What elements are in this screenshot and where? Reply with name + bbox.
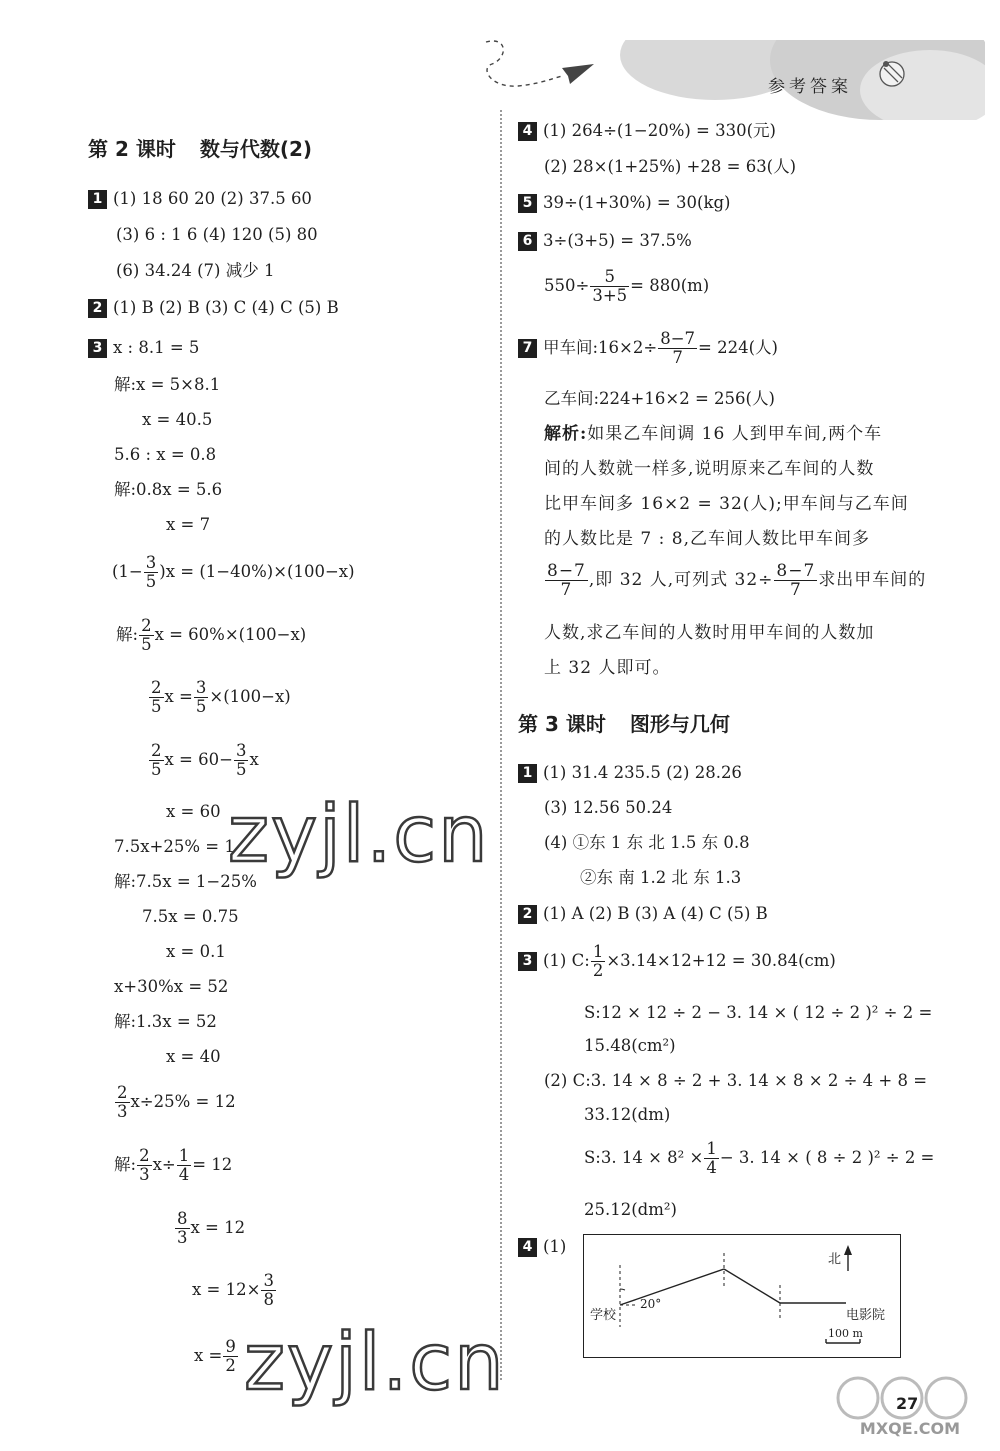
g1-line-1: 1 (1) 31.4 235.5 (2) 28.26: [518, 762, 742, 784]
q3-eq-3-step-4: x = 60: [166, 802, 221, 821]
q3-eq-4-step-1: 解:7.5x = 1−25%: [114, 872, 257, 891]
q7-line-1: 7 甲车间:16×2÷ $\frac{8-7}{7}$ = 224(人): [518, 330, 778, 367]
q1-line-2: (3) 6 : 1 6 (4) 120 (5) 80: [116, 225, 318, 244]
q4-line-1: 4 (1) 264÷(1−20%) = 330(元): [518, 120, 776, 142]
q1-line-3: (6) 34.24 (7) 减少 1: [116, 261, 275, 280]
q7-analysis-6: 人数,求乙车间的人数时用甲车间的人数加: [544, 623, 875, 643]
q7-analysis-5: $\frac{8-7}{7}$ ,即 32 人,可列式 32÷ $\frac{8-7}{7}$ 求出甲车间的: [547, 561, 927, 600]
cinema-label: 电影院: [846, 1308, 886, 1323]
q3-eq-1-step-1: 解:x = 5×8.1: [114, 375, 221, 394]
g3-line-3: 15.48(cm²): [584, 1036, 676, 1055]
q3-eq-2: 5.6 : x = 0.8: [114, 445, 217, 464]
q7-analysis-3: 比甲车间多 16×2 = 32(人);甲车间与乙车间: [544, 494, 909, 514]
bee-icon: [872, 52, 912, 96]
q1-line-1: 1 (1) 18 60 20 (2) 37.5 60: [88, 188, 312, 210]
q3-eq-6: $\frac{2}{3}$ x÷25% = 12: [117, 1083, 236, 1121]
g3-line-5: 33.12(dm): [584, 1105, 671, 1124]
q3-eq-1: 3 x : 8.1 = 5: [88, 337, 199, 359]
q7-analysis-7: 上 32 人即可。: [544, 658, 671, 678]
q3-eq-6-step-1: 解: $\frac{2}{3}$ x÷ $\frac{1}{4}$ = 12: [114, 1146, 233, 1184]
g1-line-2: (3) 12.56 50.24: [544, 798, 673, 817]
q3-eq-5-step-2: x = 40: [166, 1047, 221, 1066]
watermark-1: zyjl.cn: [228, 790, 490, 880]
q7-analysis-1: 解析:如果乙车间调 16 人到甲车间,两个车: [544, 424, 883, 444]
q3-eq-5: x+30%x = 52: [114, 977, 229, 996]
header-title: 参考答案: [768, 77, 852, 97]
g3-line-7: 25.12(dm²): [584, 1200, 677, 1219]
q3-eq-3-step-2: $\frac{2}{5}$ x = $\frac{3}{5}$ ×(100−x): [151, 678, 291, 716]
q7-line-2: 乙车间:224+16×2 = 256(人): [544, 389, 775, 408]
q3-eq-4-step-2: 7.5x = 0.75: [142, 907, 239, 926]
section-heading-lesson-3: 第 3 课时 图形与几何: [518, 712, 730, 736]
q7-analysis-4: 的人数比是 7 : 8,乙车间人数比甲车间多: [544, 529, 870, 549]
q3-eq-3-step-1: 解: $\frac{2}{5}$ x = 60%×(100−x): [116, 616, 307, 654]
g1-line-4: ②东 南 1.2 北 东 1.3: [580, 868, 742, 887]
q3-eq-3: (1− $\frac{3}{5}$ )x = (1−40%)×(100−x): [112, 553, 355, 591]
school-label: 学校: [590, 1308, 617, 1323]
g3-line-1: 3 (1) C: $\frac{1}{2}$ ×3.14×12+12 = 30.84(cm): [518, 943, 836, 980]
section-heading-lesson-2: 第 2 课时 数与代数(2): [88, 137, 313, 161]
q3-eq-6-step-2: $\frac{8}{3}$ x = 12: [177, 1209, 246, 1247]
g3-line-6: S:3. 14 × 8² × $\frac{1}{4}$ − 3. 14 × ( 8 ÷ 2 )² ÷ 2 =: [584, 1139, 935, 1177]
page-number: 27: [896, 1394, 919, 1413]
q3-eq-4: 7.5x+25% = 1: [114, 837, 235, 856]
paper-plane-icon: [478, 36, 608, 96]
column-divider: [500, 110, 502, 1380]
q7-analysis-2: 间的人数就一样多,说明原来乙车间的人数: [544, 459, 875, 479]
q3-eq-3-step-3: $\frac{2}{5}$ x = 60− $\frac{3}{5}$ x: [151, 741, 259, 779]
g3-line-2: S:12 × 12 ÷ 2 − 3. 14 × ( 12 ÷ 2 )² ÷ 2 =: [584, 1003, 933, 1022]
watermark-2: zyjl.cn: [244, 1318, 506, 1408]
g4-label: 4 (1): [518, 1236, 566, 1258]
q2-line-1: 2 (1) B (2) B (3) C (4) C (5) B: [88, 297, 339, 319]
q3-eq-2-step-1: 解:0.8x = 5.6: [114, 480, 223, 499]
q3-eq-1-step-2: x = 40.5: [142, 410, 213, 429]
g3-line-4: (2) C:3. 14 × 8 ÷ 2 + 3. 14 × 8 × 2 ÷ 4 + 8 =: [544, 1071, 928, 1090]
q3-eq-5-step-1: 解:1.3x = 52: [114, 1012, 217, 1031]
q6-line-1: 6 3÷(3+5) = 37.5%: [518, 230, 692, 252]
angle-label: 20°: [640, 1297, 662, 1311]
route-map: [583, 1234, 901, 1358]
scale-label: 100 m: [828, 1327, 863, 1340]
g2-line-1: 2 (1) A (2) B (3) A (4) C (5) B: [518, 903, 768, 925]
q3-eq-6-step-4: x = $\frac{9}{2}$: [194, 1337, 236, 1375]
q3-eq-2-step-2: x = 7: [166, 515, 211, 534]
q6-line-2: 550÷ $\frac{5}{3+5}$ = 880(m): [544, 267, 710, 305]
g1-line-3: (4) ①东 1 东 北 1.5 东 0.8: [544, 833, 750, 852]
north-label: 北: [828, 1252, 842, 1267]
q3-eq-6-step-3: x = 12× $\frac{3}{8}$: [192, 1271, 274, 1309]
q5-line-1: 5 39÷(1+30%) = 30(kg): [518, 192, 730, 214]
q3-eq-4-step-3: x = 0.1: [166, 942, 226, 961]
site-mark-text: MXQE.COM: [859, 1419, 961, 1438]
q4-line-2: (2) 28×(1+25%) +28 = 63(人): [544, 157, 797, 176]
